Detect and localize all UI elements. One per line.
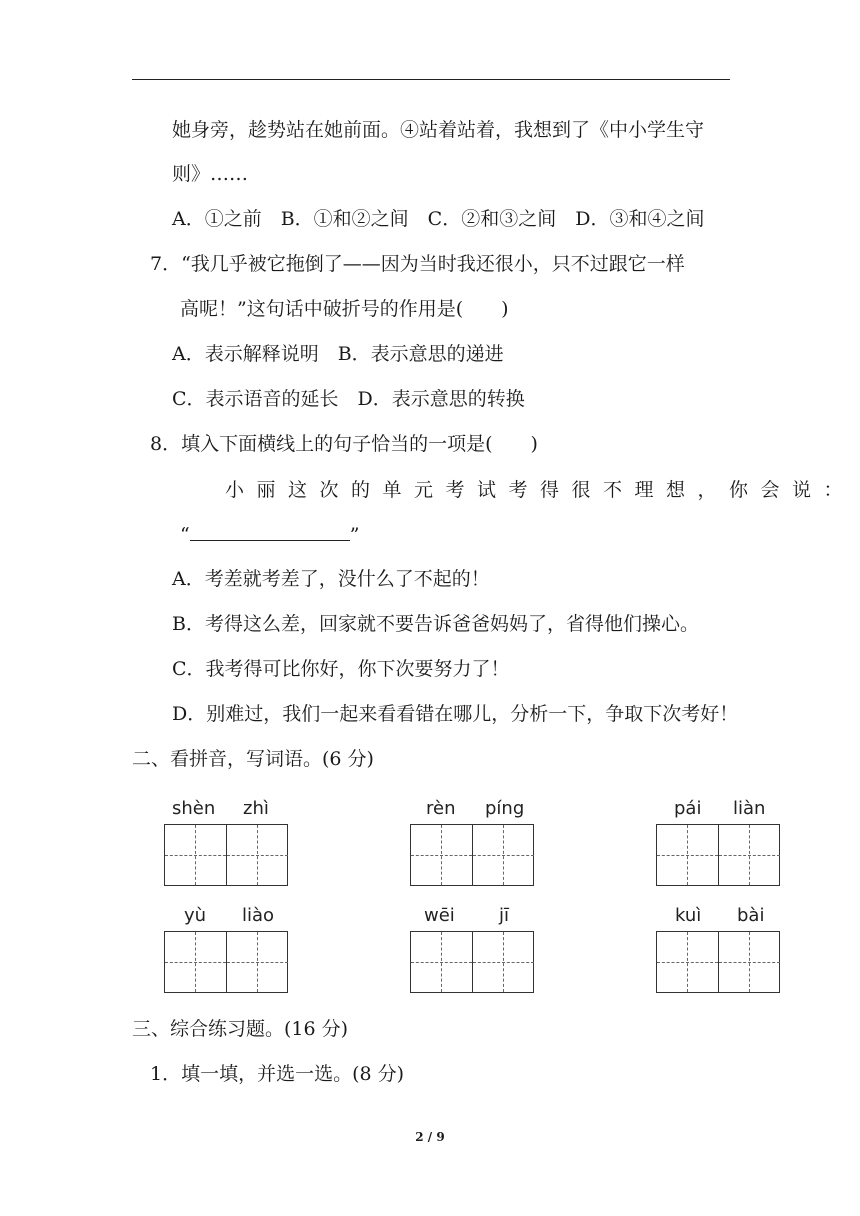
section3-heading: 三、综合练习题。(16 分) xyxy=(132,1018,349,1040)
grid-cell[interactable] xyxy=(165,825,227,885)
grid-cell[interactable] xyxy=(473,932,534,992)
grid-cell[interactable] xyxy=(411,825,473,885)
q8-stem: 8．填入下面横线上的句子恰当的一项是( ) xyxy=(150,433,538,455)
grid-cell[interactable] xyxy=(165,932,227,992)
q7-options-ab: A．表示解释说明 B．表示意思的递进 xyxy=(172,343,504,365)
q6-options: A．①之前 B．①和②之间 C．②和③之间 D．③和④之间 xyxy=(172,208,705,230)
grid-cell[interactable] xyxy=(473,825,534,885)
q8-answer-blank xyxy=(180,522,359,547)
section2-heading: 二、看拼音，写词语。(6 分) xyxy=(132,748,374,770)
q8-option-d: D．别难过，我们一起来看看错在哪儿，分析一下，争取下次考好！ xyxy=(172,703,739,725)
pinyin-2b: píng xyxy=(485,798,525,819)
q7-stem-line2: 高呢！”这句话中破折号的作用是( ) xyxy=(180,298,509,320)
q8-option-b: B．考得这么差，回家就不要告诉爸爸妈妈了，省得他们操心。 xyxy=(172,613,699,635)
pinyin-1b: zhì xyxy=(243,798,269,819)
q6-continuation-line2: 则》…… xyxy=(172,163,249,185)
grid-cell[interactable] xyxy=(719,825,780,885)
grid-cell[interactable] xyxy=(657,932,719,992)
pinyin-3a: pái xyxy=(674,798,702,819)
pinyin-1a: shèn xyxy=(172,798,216,819)
writing-grid-4[interactable] xyxy=(164,931,288,993)
page-number: 2 / 9 xyxy=(415,1130,445,1144)
q8-option-c: C．我考得可比你好，你下次要努力了！ xyxy=(172,658,510,680)
pinyin-5a: wēi xyxy=(424,905,455,926)
pinyin-5b: jī xyxy=(499,905,510,926)
q7-stem-line1: 7．“我几乎被它拖倒了——因为当时我还很小，只不过跟它一样 xyxy=(150,253,685,275)
header-rule xyxy=(132,79,730,80)
pinyin-6a: kuì xyxy=(675,905,702,926)
pinyin-3b: liàn xyxy=(733,798,766,819)
grid-cell[interactable] xyxy=(657,825,719,885)
writing-grid-6[interactable] xyxy=(656,931,780,993)
quote-open: “ xyxy=(180,524,190,546)
pinyin-6b: bài xyxy=(737,905,765,926)
writing-grid-3[interactable] xyxy=(656,824,780,886)
writing-grid-1[interactable] xyxy=(164,824,288,886)
grid-cell[interactable] xyxy=(227,932,288,992)
pinyin-4b: liào xyxy=(242,905,275,926)
q7-options-cd: C．表示语音的延长 D．表示意思的转换 xyxy=(172,388,525,410)
section3-q1: 1．填一填，并选一选。(8 分) xyxy=(150,1063,405,1085)
q8-context: 小丽这次的单元考试考得很不理想，你会说： xyxy=(225,479,856,501)
grid-cell[interactable] xyxy=(719,932,780,992)
writing-grid-2[interactable] xyxy=(410,824,534,886)
answer-underline xyxy=(190,522,350,541)
pinyin-2a: rèn xyxy=(426,798,456,819)
q8-option-a: A．考差就考差了，没什么了不起的！ xyxy=(172,568,490,590)
pinyin-4a: yù xyxy=(184,905,207,926)
quote-close: ” xyxy=(349,524,360,546)
grid-cell[interactable] xyxy=(411,932,473,992)
writing-grid-5[interactable] xyxy=(410,931,534,993)
q6-continuation-line1: 她身旁，趁势站在她前面。④站着站着，我想到了《中小学生守 xyxy=(172,119,705,141)
grid-cell[interactable] xyxy=(227,825,288,885)
